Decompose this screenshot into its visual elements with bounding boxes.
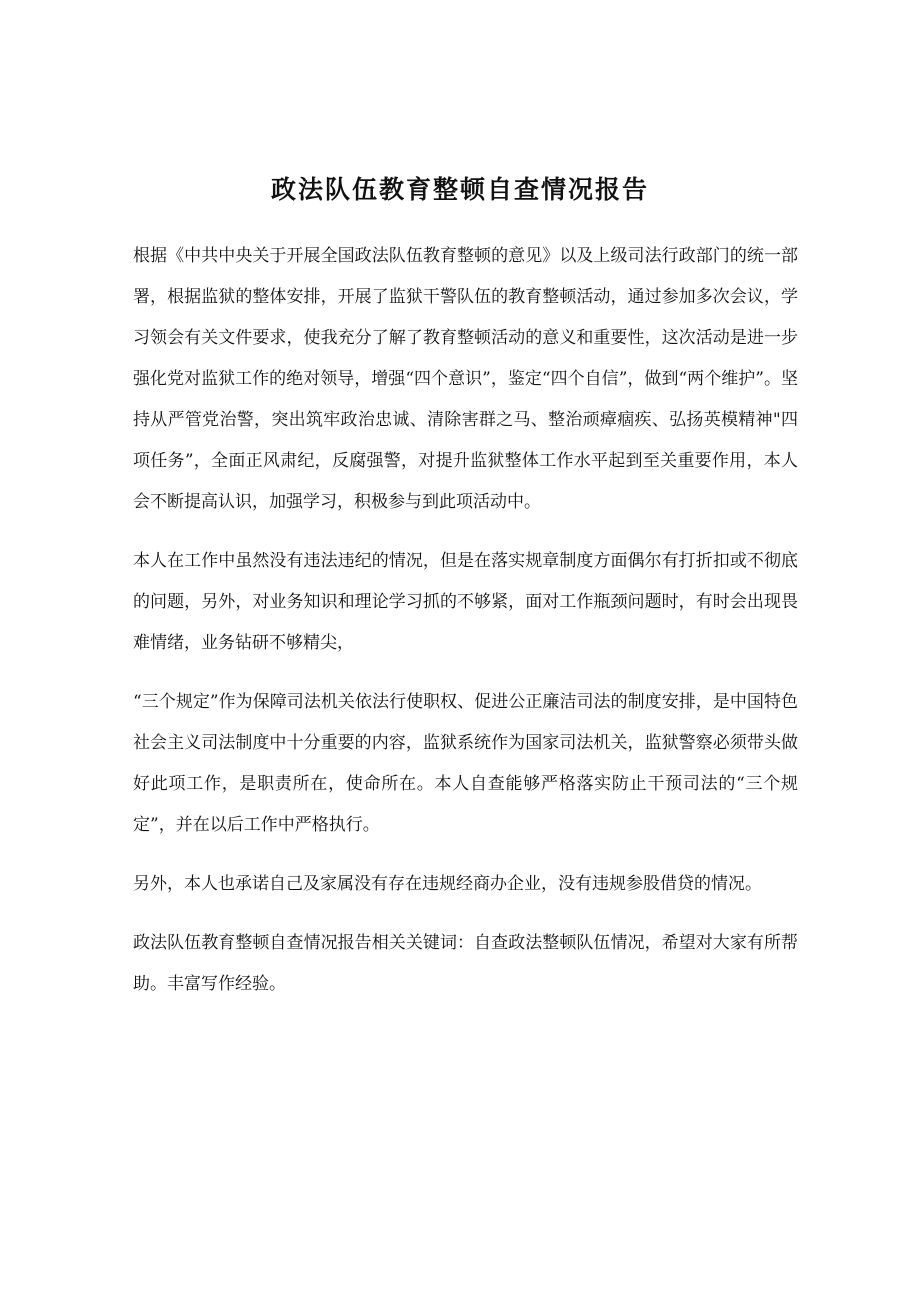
document-title: 政法队伍教育整顿自查情况报告 xyxy=(270,175,649,204)
paragraph-commitment: 另外，本人也承诺自己及家属没有存在违规经商办企业，没有违规参股借贷的情况。 xyxy=(133,874,762,894)
paragraph-intro: 根据《中共中央关于开展全国政法队伍教育整顿的意见》以及上级司法行政部门的统一部署，根据监狱的整体安排，开展了监狱干警队伍的教育整顿活动，通过参加多次会议，学习领会有关文件要求，使我充分了解了教育整顿活动的意义和重要性，这次活动是进一步强化党对监狱工作的绝对领导，增强“四个意识”，鉴定“四个自信”，做到“两个维护”。坚持从严管党治警，突出筑牢政治忠诚、清除害群之马、整治顽瘴痼疾、弘扬英模精神"四项任务”，全面正风肃纪，反腐强警，对提升监狱整体工作水平起到至关重要作用，本人会不断提高认识，加强学习，积极参与到此项活动中。 xyxy=(133,246,798,512)
document-body xyxy=(133,236,798,1023)
paragraph-three-rules: “三个规定”作为保障司法机关依法行使职权、促进公正廉洁司法的制度安排，是中国特色社会主义司法制度中十分重要的内容，监狱系统作为国家司法机关，监狱警察必须带头做好此项工作，是职责所在，使命所在。本人自查能够严格落实防止干预司法的“三个规定”，并在以后工作中严格执行。 xyxy=(133,692,798,835)
paragraph-keywords: 政法队伍教育整顿自查情况报告相关关键词：自查政法整顿队伍情况，希望对大家有所帮助。丰富写作经验。 xyxy=(133,933,798,994)
paragraph-shortcomings: 本人在工作中虽然没有违法违纪的情况，但是在落实规章制度方面偶尔有打折扣或不彻底的问题，另外，对业务知识和理论学习抓的不够紧，面对工作瓶颈问题时，有时会出现畏难情绪，业务钻研不够精尖， xyxy=(133,551,798,653)
